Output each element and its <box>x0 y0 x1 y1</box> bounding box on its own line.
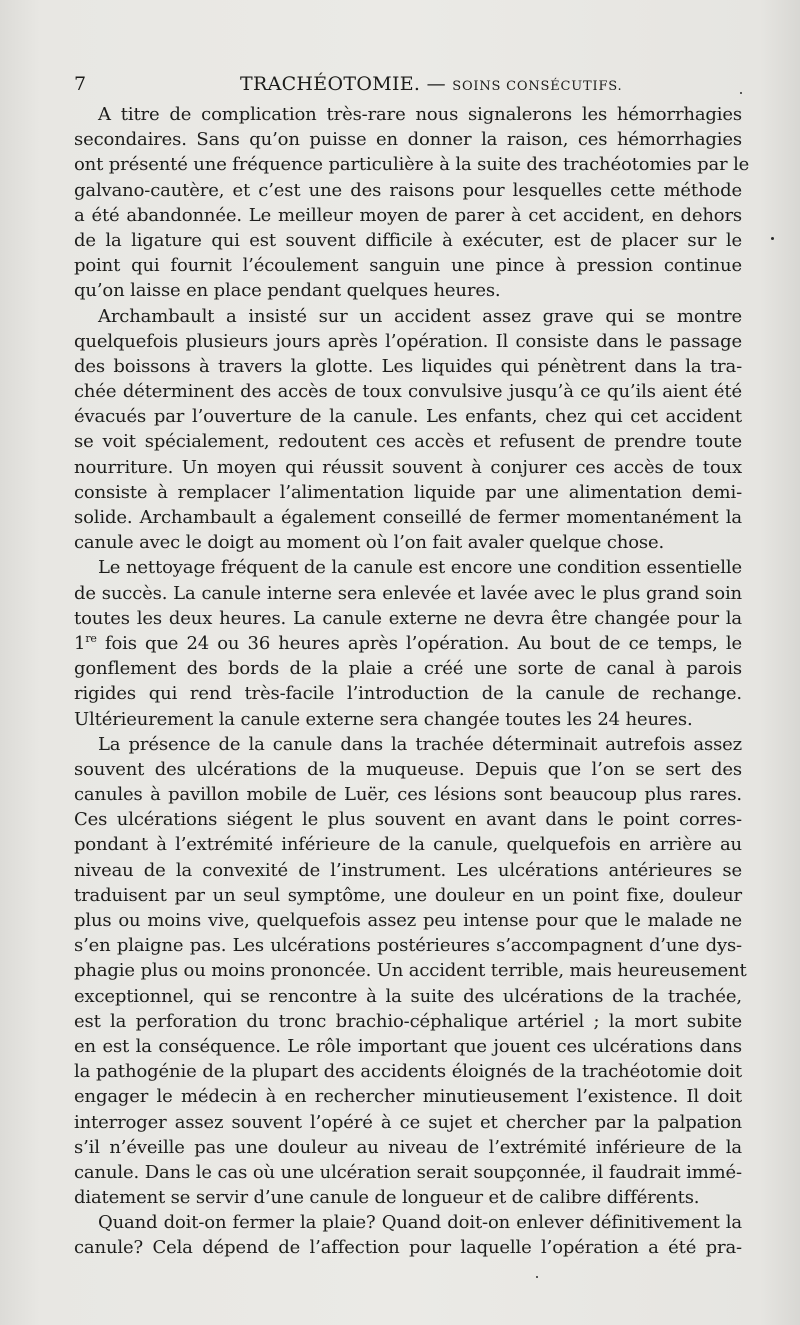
text-line: La présence de la canule dans la trachée déterminait autrefois assez <box>98 733 742 755</box>
text-line: des boissons à travers la glotte. Les liquides qui pénètrent dans la tra- <box>74 355 742 377</box>
text-line: gonflement des bords de la plaie a créé une sorte de canal à parois <box>74 658 742 680</box>
text-line: rigides qui rend très-facile l’introduction de la canule de rechange. <box>74 683 742 705</box>
text-line: Archambault a insisté sur un accident assez grave qui se montre <box>98 305 742 327</box>
running-title <box>240 70 622 101</box>
paragraph-fermer-plaie <box>74 1210 742 1260</box>
text-line: engager le médecin à en rechercher minutieusement l’existence. Il doit <box>74 1086 742 1108</box>
text-line: niveau de la convexité de l’instrument. Les ulcérations antérieures se <box>74 859 742 881</box>
text-line: canule. Dans le cas où une ulcération serait soupçonnée, il faudrait immé- <box>74 1161 742 1183</box>
running-title-main: TRACHÉOTOMIE. — <box>240 73 446 95</box>
text-line: Le nettoyage fréquent de la canule est encore une condition essentielle <box>98 557 742 579</box>
text-line: 1re fois que 24 ou 36 heures après l’opération. Au bout de ce temps, le <box>74 631 742 654</box>
text-line: s’il n’éveille pas une douleur au niveau de l’extrémité inférieure de la <box>74 1136 742 1158</box>
ordinal-superscript: re <box>85 631 97 645</box>
text-line: plus ou moins vive, quelquefois assez peu intense pour que le malade ne <box>74 910 742 931</box>
text-line: interroger assez souvent l’opéré à ce sujet et chercher par la palpation <box>74 1111 742 1133</box>
text-line: consiste à remplacer l’alimentation liquide par une alimentation demi- <box>74 481 742 503</box>
text-line: la pathogénie de la plupart des accidents éloignés de la trachéotomie doit <box>74 1061 742 1083</box>
text-line: traduisent par un seul symptôme, une douleur en un point fixe, douleur <box>74 884 742 906</box>
paragraph-archambault <box>74 304 742 556</box>
text-line: canule avec le doigt au moment où l’on fait avaler quelque chose. <box>74 532 665 554</box>
text-line: canules à pavillon mobile de Luër, ces lésions sont beaucoup plus rares. <box>74 784 742 806</box>
text-line: Ces ulcérations siégent le plus souvent en avant dans le point corres- <box>74 809 742 831</box>
text-line: évacués par l’ouverture de la canule. Les enfants, chez qui cet accident <box>74 406 742 428</box>
text-line: pondant à l’extrémité inférieure de la canule, quelquefois en arrière au <box>74 834 742 856</box>
ink-speck <box>536 1276 538 1278</box>
text-line: de succès. La canule interne sera enlevée et lavée avec le plus grand soin <box>74 582 742 604</box>
text-line: qu’on laisse en place pendant quelques heures. <box>74 280 501 302</box>
text-line: de la ligature qui est souvent difficile à exécuter, est de placer sur le <box>74 229 742 251</box>
text-line: est la perforation du tronc brachio-céphalique artériel ; la mort subite <box>74 1010 742 1032</box>
text-line: secondaires. Sans qu’on puisse en donner la raison, ces hémorrhagies <box>74 129 742 151</box>
text-line: A titre de complication très-rare nous signalerons les hémorrhagies <box>98 104 742 125</box>
page-number: 7 <box>74 73 87 95</box>
text-line: s’en plaigne pas. Les ulcérations postérieures s’accompagnent d’une dys- <box>74 935 742 957</box>
text-line: souvent des ulcérations de la muqueuse. Depuis que l’on se sert des <box>74 758 742 780</box>
paragraph-hemorrhagies <box>74 102 750 304</box>
text-line: ont présenté une fréquence particulière à la suite des trachéotomies par le <box>74 154 750 176</box>
body-text <box>74 102 750 1261</box>
paragraph-nettoyage <box>74 555 742 731</box>
text-line: nourriture. Un moyen qui réussit souvent à conjurer ces accès de toux <box>74 456 742 478</box>
text-line: exceptionnel, qui se rencontre à la suite des ulcérations de la trachée, <box>74 985 742 1007</box>
running-head <box>74 70 734 98</box>
text-line: Ultérieurement la canule externe sera changée toutes les 24 heures. <box>74 708 693 730</box>
text-line: point qui fournit l’écoulement sanguin une pince à pression continue <box>74 255 742 277</box>
text-line: a été abandonnée. Le meilleur moyen de parer à cet accident, en dehors <box>74 204 742 226</box>
paragraph-ulcerations <box>74 732 747 1211</box>
text-line: quelquefois plusieurs jours après l’opération. Il consiste dans le passage <box>74 330 742 352</box>
running-title-section: SOINS CONSÉCUTIFS. <box>452 79 623 94</box>
text-line: en est la conséquence. Le rôle important que jouent ces ulcérations dans <box>74 1035 742 1057</box>
text-line: canule? Cela dépend de l’affection pour laquelle l’opération a été pra- <box>74 1237 742 1259</box>
text-line: diatement se servir d’une canule de longueur et de calibre différents. <box>74 1187 700 1209</box>
text-line: solide. Archambault a également conseillé de fermer momentanément la <box>74 507 742 528</box>
text-line: toutes les deux heures. La canule externe ne devra être changée pour la <box>74 607 742 629</box>
text-line: galvano-cautère, et c’est une des raisons pour lesquelles cette méthode <box>74 179 742 201</box>
text-line: Quand doit-on fermer la plaie? Quand doit-on enlever définitivement la <box>98 1212 742 1234</box>
text-line: chée déterminent des accès de toux convulsive jusqu’à ce qu’ils aient été <box>74 381 742 403</box>
ink-speck <box>771 237 774 240</box>
text-line: se voit spécialement, redoutent ces accès et refusent de prendre toute <box>74 431 742 453</box>
ink-speck <box>740 92 742 94</box>
text-line: phagie plus ou moins prononcée. Un accident terrible, mais heureusement <box>74 960 747 982</box>
